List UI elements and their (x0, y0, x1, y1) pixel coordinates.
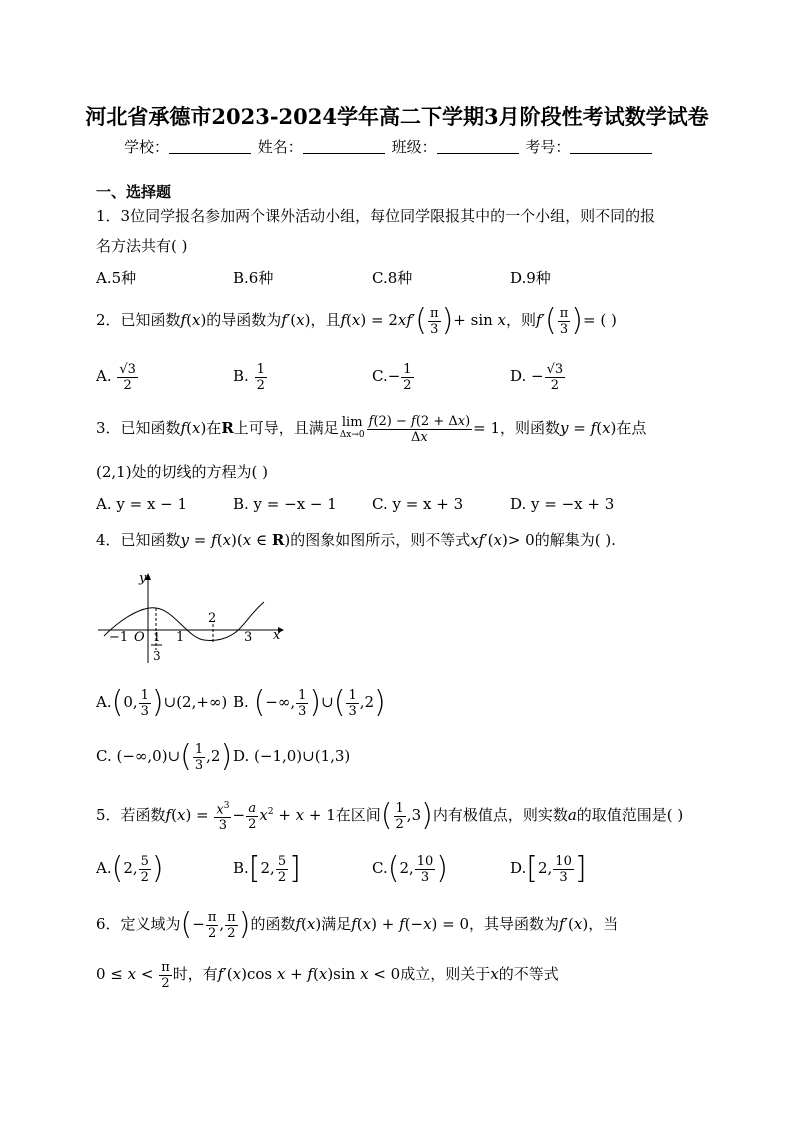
q5-option-a[interactable]: A.(2, $\frac{5}{2}$ ) (96, 851, 164, 886)
exam-title: 河北省承德市2023-2024学年高二下学期3月阶段性考试数学试卷 (85, 104, 709, 129)
origin-label: O (134, 630, 145, 645)
q6-stem-line1: 6．定义域为(− $\frac{\pi}{2}$ , $\frac{\pi}{2}$ )的函数f(x)满足f(x) + f(−x) = 0，其导函数为f′(x)，当 (96, 907, 619, 942)
q1-option-c[interactable]: C.8种 (372, 269, 413, 287)
number-label: 考号： (525, 138, 571, 156)
q1-option-d[interactable]: D.9种 (510, 269, 551, 287)
q1-option-b[interactable]: B.6种 (233, 269, 274, 287)
class-blank[interactable] (437, 139, 519, 154)
section-heading: 一、选择题 (96, 183, 172, 201)
tick-minus-one: −1 (109, 630, 129, 645)
tick-third-den: 3 (153, 649, 161, 663)
student-info-line (124, 137, 654, 157)
q5-option-b[interactable]: B.[2, $\frac{5}{2}$ ] (233, 851, 301, 886)
q4-option-d[interactable]: D. (−1,0)∪(1,3) (233, 747, 351, 765)
q2-option-d[interactable]: D. − $\frac{√3}{2}$ (510, 361, 564, 393)
q5-option-d[interactable]: D.[2, $\frac{10}{3}$ ] (510, 851, 587, 886)
name-blank[interactable] (303, 139, 385, 154)
name-label: 姓名： (257, 138, 303, 156)
class-label: 班级： (391, 138, 437, 156)
q5-stem: 5．若函数f(x) = $\frac{x^3}{3}$ − $\frac{a}{2}$ $x^2 + x + 1$在区间( $\frac{1}{2}$ ,3)内有极值点，则实数a的取值范围是( ) (96, 798, 684, 834)
q3-stem: 3．已知函数f(x)在R上可导，且满足 lim Δx→0 $\frac{f(2) - f(2 + \Delta x)}{\Delta x}$ = 1，则函数y = f(x)在点 (96, 413, 647, 445)
q1-stem-line2: 名方法共有( ) (96, 237, 188, 255)
q2-option-a[interactable]: A. $\frac{√3}{2}$ (96, 361, 136, 393)
y-label: y (139, 571, 147, 586)
tick-one: 1 (176, 630, 185, 645)
tick-two: 2 (208, 611, 217, 626)
q2-option-c[interactable]: C.− $\frac{1}{2}$ (372, 361, 412, 393)
school-label: 学校： (124, 138, 170, 156)
school-blank[interactable] (169, 139, 251, 154)
tick-three: 3 (244, 630, 253, 645)
q1-option-a[interactable]: A.5种 (96, 269, 137, 287)
x-label: x (273, 628, 281, 643)
q4-stem: 4．已知函数y = f(x)(x ∈ R)的图象如图所示，则不等式xf′(x)> 0的解集为( ). (96, 531, 616, 549)
q3-option-c[interactable]: C. y = x + 3 (372, 495, 464, 513)
q4-option-a[interactable]: A.(0, $\frac{1}{3}$ )∪(2,+∞) (96, 685, 228, 720)
q3-option-b[interactable]: B. y = −x − 1 (233, 495, 337, 513)
q3-stem-line2: (2,1)处的切线的方程为( ) (96, 463, 269, 481)
q6-stem-line2: 0 ≤ x < $\frac{\pi}{2}$ 时，有f′(x)cos x + f(x)sin x < 0成立，则关于x的不等式 (96, 959, 559, 991)
q2-stem: 2．已知函数f(x)的导函数为f′(x)，且f(x) = 2xf′( $\frac{\pi}{3}$ )+ sin x，则f′( $\frac{\pi}{3}$ )= ( ) (96, 303, 617, 338)
number-blank[interactable] (570, 139, 652, 154)
q5-option-c[interactable]: C.(2, $\frac{10}{3}$ ) (372, 851, 449, 886)
tick-third-num: 1 (153, 630, 161, 644)
q4-option-b[interactable]: B. (−∞, $\frac{1}{3}$ )∪( $\frac{1}{3}$ ,2) (233, 685, 386, 720)
q4-function-graph (96, 568, 296, 668)
q3-option-d[interactable]: D. y = −x + 3 (510, 495, 615, 513)
q3-option-a[interactable]: A. y = x − 1 (96, 495, 188, 513)
q2-option-b[interactable]: B. $\frac{1}{2}$ (233, 361, 265, 393)
q1-stem-line1: 1．3位同学报名参加两个课外活动小组，每位同学限报其中的一个小组，则不同的报 (96, 207, 656, 225)
q4-option-c[interactable]: C. (−∞,0)∪( $\frac{1}{3}$ ,2) (96, 739, 233, 774)
